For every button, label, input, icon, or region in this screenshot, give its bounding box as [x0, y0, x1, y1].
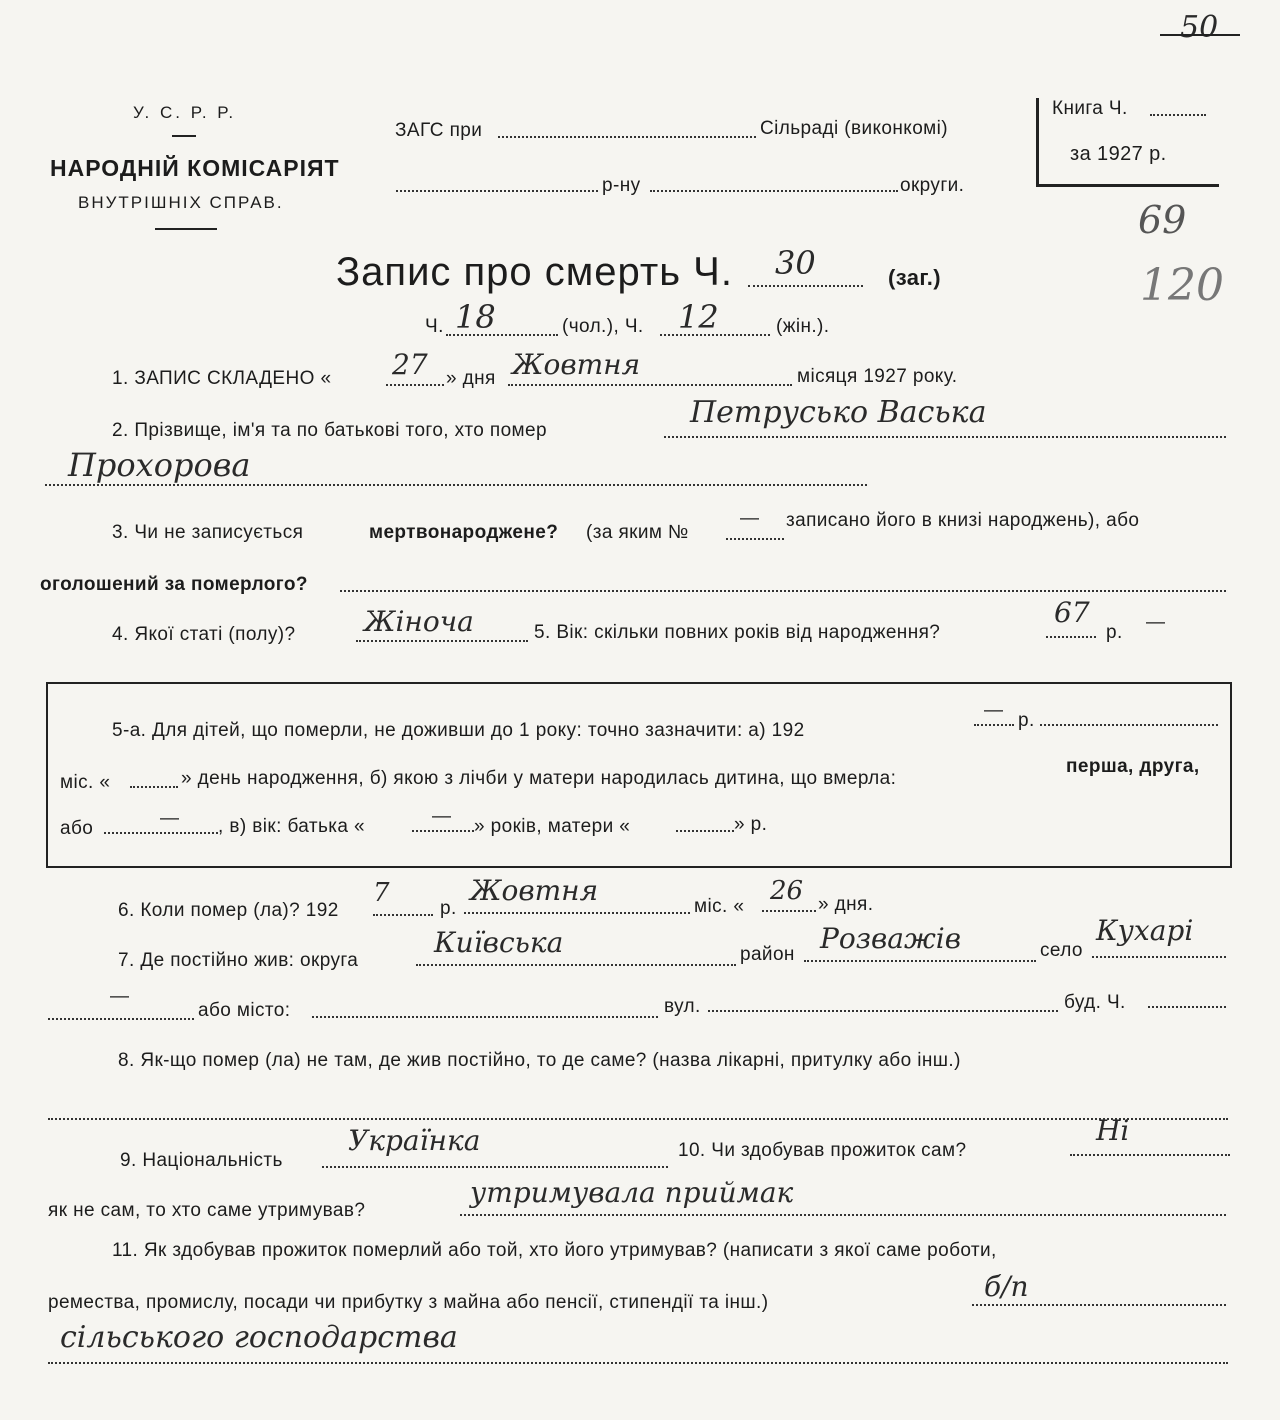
f6-label: 6. Коли помер (ла)? 192: [118, 900, 339, 921]
f7-raion-field[interactable]: [804, 960, 1036, 962]
f5a-father-age-field[interactable]: [412, 830, 474, 832]
f7-okruga-field[interactable]: [416, 964, 736, 966]
f1-day-field[interactable]: [386, 384, 444, 386]
f3-label-a: 3. Чи не записується: [112, 522, 304, 543]
divider: [155, 228, 217, 230]
f9-value: Українка: [348, 1124, 481, 1157]
record-number: 30: [775, 244, 816, 282]
f5a-line2-b: » день народження, б) якою з лічби у матери народилась дитина, що вмерла:: [181, 768, 897, 789]
female-label: (жін.).: [776, 316, 830, 337]
f7-dash: —: [110, 986, 130, 1007]
f7-selo-label: село: [1040, 940, 1083, 961]
page-number-strike: [1160, 34, 1240, 36]
f10b-value: утримувала приймак: [470, 1176, 794, 1209]
f3-number-field[interactable]: [726, 538, 784, 540]
f6-day: 26: [770, 876, 804, 906]
book-number-field[interactable]: [1150, 114, 1206, 116]
book-year: за 1927 р.: [1070, 143, 1167, 165]
f9-label: 9. Національність: [120, 1150, 283, 1171]
f5a-line1: 5-а. Для дітей, що померли, не доживши до 1 року: точно зазначити: а) 192: [112, 720, 805, 741]
f8-label: 8. Як-що помер (ла) не там, де жив постійно, то де саме? (назва лікарні, притулку або інш.): [118, 1050, 961, 1071]
f7-raion: Розважів: [820, 922, 962, 955]
f10b-field[interactable]: [460, 1214, 1226, 1216]
f7-extra-field[interactable]: [48, 1018, 194, 1020]
f11-field-2[interactable]: [48, 1362, 1228, 1364]
female-count: 12: [678, 298, 719, 336]
raion-label: р-ну: [602, 175, 641, 196]
republic-label: У. С. Р. Р.: [133, 103, 237, 122]
f6-month: Жовтня: [470, 874, 599, 907]
f11-value-2: сільського господарства: [60, 1320, 458, 1355]
council-label: Сільраді (виконкомі): [760, 118, 948, 139]
margin-note-top: 69: [1138, 198, 1187, 242]
f5-field[interactable]: [1046, 636, 1096, 638]
f1-suffix: місяця 1927 року.: [797, 366, 958, 387]
f7-selo: Кухарі: [1096, 914, 1194, 947]
okrug-field[interactable]: [650, 190, 898, 192]
f3-bold: мертвонароджене?: [369, 522, 559, 543]
f9-field[interactable]: [322, 1166, 668, 1168]
f11-value-1: б/п: [984, 1270, 1029, 1303]
f7-raion-label: район: [740, 944, 795, 965]
f5a-line2-bold: перша, друга,: [1066, 756, 1200, 777]
f1-day: 27: [392, 348, 428, 381]
f2-value-1: Петрусько Васька: [690, 395, 987, 430]
f10-value: Ні: [1096, 1114, 1130, 1147]
male-count: 18: [455, 298, 496, 336]
margin-note-bottom: 120: [1140, 260, 1224, 311]
f4-field[interactable]: [356, 640, 528, 642]
f6-day-field[interactable]: [762, 910, 816, 912]
zags-council-field[interactable]: [498, 136, 756, 138]
f5a-year: —: [984, 700, 1004, 721]
f6-r: р.: [440, 898, 457, 919]
f6-suffix: » дня.: [818, 894, 874, 915]
f7-okruga: Київська: [434, 926, 564, 959]
f11-line2: ремества, промислу, посади чи прибутку з майна або пенсії, стипендії та інш.): [48, 1292, 769, 1313]
f2-field-1[interactable]: [664, 436, 1226, 438]
f1-month: Жовтня: [512, 348, 641, 381]
book-label: Книга Ч.: [1052, 98, 1128, 119]
record-number-field[interactable]: [748, 285, 863, 287]
f5a-year-suffix: р.: [1018, 710, 1035, 731]
f5a-month-field[interactable]: [130, 786, 178, 788]
f11-field-1[interactable]: [972, 1304, 1226, 1306]
f5-dash: —: [1146, 612, 1166, 633]
f6-year-field[interactable]: [373, 914, 433, 916]
divider: [172, 135, 196, 137]
f4-value: Жіноча: [364, 605, 474, 638]
f5-suffix: р.: [1106, 622, 1123, 643]
f5a-father-age: —: [432, 806, 452, 827]
f7-vul-field[interactable]: [708, 1010, 1058, 1012]
raion-field[interactable]: [396, 190, 598, 192]
f5a-order-field[interactable]: [104, 832, 218, 834]
f7-misto-label: або місто:: [198, 1000, 291, 1021]
f5-label: 5. Вік: скільки повних років від народження?: [534, 622, 941, 643]
f10b-label: як не сам, то хто саме утримував?: [48, 1200, 366, 1221]
f5a-extra-field[interactable]: [1040, 724, 1218, 726]
f7-bud-field[interactable]: [1148, 1006, 1226, 1008]
page-number: 50: [1180, 10, 1219, 45]
f6-mis: міс. «: [694, 896, 745, 917]
f3-label-c: записано його в книзі народжень), або: [786, 510, 1140, 531]
male-label: (чол.), Ч.: [562, 316, 644, 337]
f5a-line3-c: » років, матери «: [474, 816, 631, 837]
f5a-line3-d: » р.: [734, 814, 768, 835]
f10-label: 10. Чи здобував прожиток сам?: [678, 1140, 967, 1161]
f7-vul-label: вул.: [664, 996, 701, 1017]
f5-value: 67: [1054, 596, 1090, 629]
f1-month-field[interactable]: [508, 384, 792, 386]
f8-field[interactable]: [48, 1118, 1228, 1120]
f10-field[interactable]: [1070, 1154, 1230, 1156]
f4-label: 4. Якої статі (полу)?: [112, 624, 296, 645]
f7-label: 7. Де постійно жив: округа: [118, 950, 359, 971]
f3-label-b: (за яким №: [586, 522, 689, 543]
okrug-label: округи.: [900, 175, 965, 196]
f3-declared-field[interactable]: [340, 590, 1226, 592]
department-label: ВНУТРІШНІХ СПРАВ.: [78, 193, 284, 212]
f7-misto-field[interactable]: [312, 1016, 658, 1018]
line2-prefix: Ч.: [425, 316, 444, 337]
f5a-line2-a: міс. «: [60, 772, 111, 793]
zags-label: ЗАГС при: [395, 120, 483, 141]
f5a-line3-a: або: [60, 818, 94, 839]
f2-field-2[interactable]: [45, 484, 867, 486]
f6-year: 7: [373, 878, 390, 908]
f7-bud-label: буд. Ч.: [1064, 992, 1126, 1013]
commissariat-label: НАРОДНІЙ КОМІСАРІЯТ: [50, 155, 340, 181]
f5a-mother-age-field[interactable]: [676, 830, 734, 832]
f6-month-field[interactable]: [464, 912, 690, 914]
f1-mid: » дня: [446, 368, 496, 389]
f3-value: —: [740, 508, 760, 529]
f2-label: 2. Прізвище, ім'я та по батькові того, хто помер: [112, 420, 547, 441]
f1-label: 1. ЗАПИС СКЛАДЕНО «: [112, 368, 332, 389]
record-suffix: (заг.): [888, 265, 942, 290]
f5a-line3-b: , в) вік: батька «: [218, 816, 365, 837]
f2-value-2: Прохорова: [68, 446, 251, 484]
record-title: Запис про смерть Ч.: [336, 250, 733, 294]
f5a-order-value: —: [160, 808, 180, 829]
f7-selo-field[interactable]: [1092, 956, 1226, 958]
f5a-year-field[interactable]: [974, 724, 1014, 726]
f3-bold-2: оголошений за померлого?: [40, 574, 308, 595]
f11-line1: 11. Як здобував прожиток померлий або той, хто його утримував? (написати з якої саме роботи,: [112, 1240, 997, 1261]
